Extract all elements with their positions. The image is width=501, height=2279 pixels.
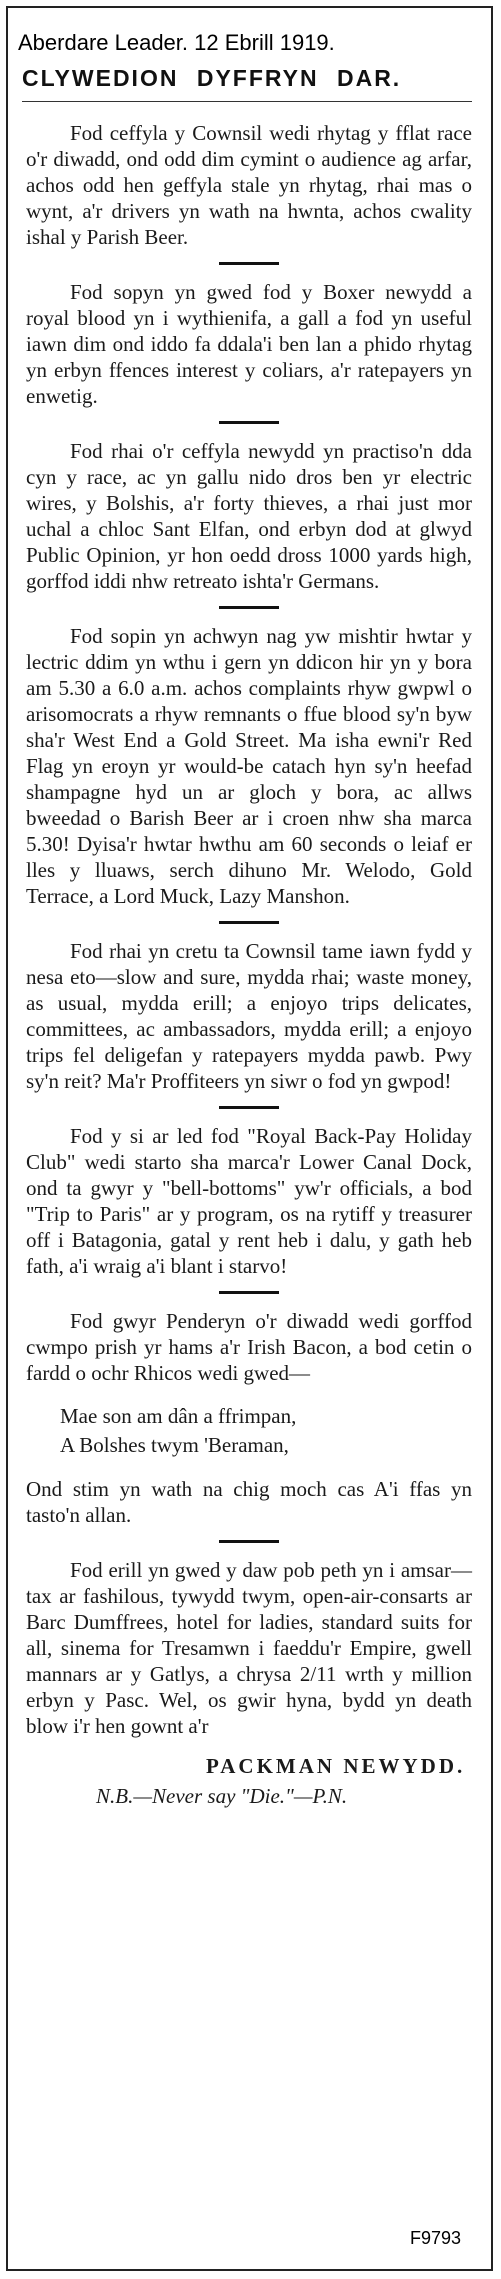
reference-number: F9793 <box>410 2228 462 2248</box>
poem-line: Mae son am dân a ffrimpan, <box>60 1404 297 1428</box>
paragraph-2: Fod sopyn yn gwed fod y Boxer newydd a royal blood yn i wythienifa, a gall a fod yn useful iawn dim ond iddo fa ddala'i ben lan a phido rhytag yn erbyn ffences interest y coliars, a'r ratepayers yn enwetig. <box>26 280 472 408</box>
paragraph-8: Fod erill yn gwed y daw pob peth yn i amsar—tax ar fashilous, tywydd twym, open-air-consarts ar Barc Dumffrees, hotel for ladies, standard suits for all, sinema for Tresamwn i faeddu'r Empire, gwell mannars ar y Gatlys, a chrysa 2/11 wrth y million erbyn y Pasc. Wel, os gwir hyna, bydd yn death blow i'r hen gownt a'r <box>26 1558 472 1738</box>
paragraph-3: Fod rhai o'r ceffyla newydd yn practiso'n dda cyn y race, ac yn gallu nido dros ben yr electric wires, y Bolshis, a'r forty thieves, a rhai just mor uchal a chloc Sant Elfan, ond erbyn dod at glwyd Public Opinion, yr hon oedd dross 1000 yards high, gorffod iddi nhw retreato ishta'r Germans. <box>26 439 472 593</box>
paragraph-5: Fod rhai yn cretu ta Cownsil tame iawn fydd y nesa eto—slow and sure, mydda rhai; waste money, as usual, mydda erill; a enjoyo trips delicates, committees, ac ambassadors, mydda erill; a enjoyo trips fel deligefan y ratepayers mydda pawb. Pwy sy'n reit? Ma'r Proffiteers yn siwr o fod yn gwpod! <box>26 939 472 1093</box>
paragraph-1: Fod ceffyla y Cownsil wedi rhytag y fflat race o'r diwadd, ond odd dim cymint o audience ag arfar, achos odd hen geffyla stale yn rhytag, rhai mas o wynt, a'r drivers yn wath na hwnta, achos cwality ishal y Parish Beer. <box>26 121 472 249</box>
newspaper-header: Aberdare Leader. 12 Ebrill 1919. <box>18 30 335 55</box>
poem-line: A Bolshes twym 'Beraman, <box>60 1433 289 1457</box>
section-divider <box>219 421 279 424</box>
postscript: N.B.—Never say "Die."—P.N. <box>96 1784 348 1808</box>
paragraph-4: Fod sopin yn achwyn nag yw mishtir hwtar y lectric ddim yn wthu i gern yn ddicon hir yn y bora am 5.30 a 6.0 a.m. achos complaints rhyw gwpwl o arisomocrats a rhyw remnants o ffue blood sy'n byw sha'r West End a Gold Street. Ma isha ewni'r Red Flag yn eroyn yr would-be catach hyn sy'n heefad shampagne hyd un ar gloch y bora, ac allws bweedad o Barish Beer ar i croen nhw sha marca 5.30! Dyisa'r hwtar hwthu am 60 seconds o leiaf er lles y lluaws, serch dihuno Mr. Welodo, Gold Terrace, a Lord Muck, Lazy Manshon. <box>26 624 472 908</box>
signature: PACKMAN NEWYDD. <box>206 1754 466 1778</box>
section-divider <box>219 1291 279 1294</box>
article-title: CLYWEDION DYFFRYN DAR. <box>22 65 402 91</box>
poem-continuation: Ond stim yn wath na chig moch cas A'i ffas yn tasto'n allan. <box>26 1477 472 1527</box>
paragraph-7: Fod gwyr Penderyn o'r diwadd wedi gorffod cwmpo prish yr hams a'r Irish Bacon, a bod cetin o fardd o ochr Rhicos wedi gwed— <box>26 1309 472 1385</box>
article-column <box>26 120 472 1811</box>
section-divider <box>219 1106 279 1109</box>
section-divider <box>219 1540 279 1543</box>
section-divider <box>219 921 279 924</box>
title-divider <box>22 101 472 102</box>
section-divider <box>219 262 279 265</box>
section-divider <box>219 606 279 609</box>
paragraph-6: Fod y si ar led fod "Royal Back-Pay Holiday Club" wedi starto sha marca'r Lower Canal Dock, ond ta gwyr y "bell-bottoms" yw'r officials, a bod "Trip to Paris" ar y program, os na rytiff y treasurer off i Batagonia, gatal y rent heb i dalu, y gath heb fath, a'i wraig a'i blant i starvo! <box>26 1124 472 1278</box>
poem <box>60 1402 472 1460</box>
